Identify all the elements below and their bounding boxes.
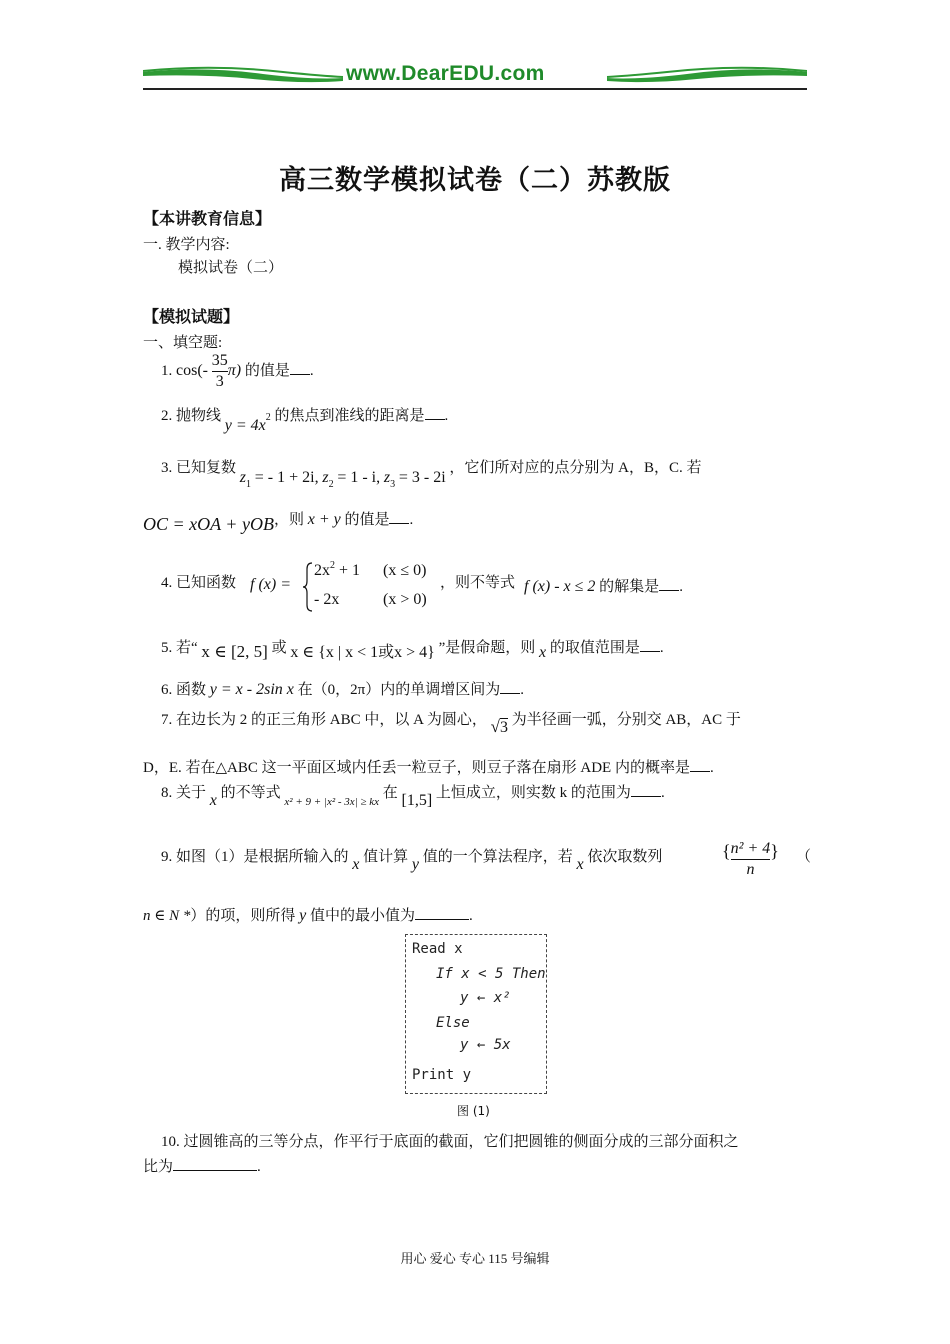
page-footer: 用心 爱心 专心 115 号编辑 <box>400 1251 550 1266</box>
q9-y2: y <box>299 907 307 924</box>
q3-z1-value: = - 1 + 2i, <box>254 469 319 486</box>
q10-line-2: 比为 . <box>143 1155 261 1176</box>
algorithm-figure <box>405 934 547 1094</box>
q1-tail: 的值是 <box>244 362 290 379</box>
q3-sum-expr: x + y <box>307 511 341 528</box>
q8-prefix: 8. 关于 <box>161 785 207 801</box>
page-title: 高三数学模拟试卷（二）苏教版 <box>279 165 671 195</box>
info-item-1: 一. 教学内容: <box>143 237 230 253</box>
q4-case1-cond: (x ≤ 0) <box>383 562 427 579</box>
figure-caption: 图 (1) <box>457 1104 490 1118</box>
q5-set-1: x ∈ [2, 5] <box>201 642 268 661</box>
q4-answer-blank[interactable] <box>659 576 679 591</box>
q8-tail: 上恒成立，则实数 k 的范围为 <box>435 785 631 801</box>
q3-z3-value: = 3 - 2i <box>398 469 446 486</box>
q9-line2-mid: ）的项，则所得 <box>190 908 296 924</box>
q9-seq-denominator: n <box>746 861 755 878</box>
q3-line2-tail: 的值是 <box>344 512 390 528</box>
q2-exp: 2 <box>265 412 271 423</box>
program-line-print: Print y <box>412 1067 472 1083</box>
q3-z2-sub: 2 <box>328 479 334 490</box>
q4-inequality: f (x) - x ≤ 2 <box>524 578 596 595</box>
q5-tail: ”是假命题，则 <box>438 640 536 656</box>
q8-answer-blank[interactable] <box>631 782 661 797</box>
q4-fx: f (x) = <box>250 576 291 593</box>
q8-x: x <box>209 792 217 809</box>
q1-denominator: 3 <box>215 373 224 390</box>
q3-z3: z <box>383 469 391 486</box>
q2-number: 2. <box>161 408 173 424</box>
site-logo-text: www.DearEDU.com <box>346 62 545 85</box>
question-3-line-2: OC = xOA + yOB，则 x + y 的值是 . <box>143 511 414 534</box>
q7-line2-text: D，E. 若在△ABC 这一平面区域内任丢一粒豆子，则豆子落在扇形 ADE 内的概率是 <box>143 760 690 776</box>
q7-answer-blank[interactable] <box>690 757 710 772</box>
q9-x1: x <box>352 856 360 873</box>
q1-fraction <box>212 352 228 391</box>
question-8: 8. 关于 x 的不等式 $_{x^2 + 9 + |x^2 - 3x| \ge kx}$ 在 [1,5] 上恒成立，则实数 k 的范围为 . <box>161 781 665 802</box>
questions-heading: 【模拟试题】 <box>143 309 240 326</box>
question-2: 2. 抛物线 y = 4x2 的焦点到准线的距离是 . <box>161 404 448 425</box>
q4-rest: f (x) - x ≤ 2 的解集是 . <box>524 578 683 595</box>
q3-complex-numbers <box>239 469 450 490</box>
part-label: 一、填空题: <box>143 335 223 351</box>
q4-case1-exp: 2 <box>330 560 335 571</box>
q5-set-2: x ∈ {x | x < 1或x > 4} <box>290 644 435 661</box>
question-3-line-1 <box>161 456 702 490</box>
q1-cos: cos( <box>176 361 203 379</box>
q3-z3-sub: 3 <box>390 479 396 490</box>
q3-vector-expr: OC = xOA + yOB <box>143 514 274 534</box>
q2-tail: 的焦点到准线的距离是 <box>274 408 425 424</box>
q4-prefix: 4. 已知函数 <box>161 575 237 591</box>
q1-minus: - <box>202 361 208 379</box>
q9-y1: y <box>411 856 419 873</box>
q9-sequence: { $\frac{\text{n² + 4}}{n}$ } <box>722 840 779 878</box>
question-5: 5. 若“ x ∈ [2, 5] 或 x ∈ {x | x < 1或x > 4} ”是假命题，则 x 的取值范围是 . <box>161 634 664 657</box>
q3-z2: z <box>322 469 329 486</box>
q7-sqrt-value: 3 <box>499 719 508 736</box>
q9-mid1: 值计算 <box>363 849 409 865</box>
q4-case1-expr: 2x <box>314 562 330 579</box>
q3-z1-sub: 1 <box>246 479 251 490</box>
q7-line-2: D，E. 若在△ABC 这一平面区域内任丢一粒豆子，则豆子落在扇形 ADE 内的概率是 . <box>143 756 714 777</box>
q9-line-2: n ∈ N *）的项，则所得 y 值中的最小值为 . <box>143 907 473 924</box>
q10-answer-blank[interactable] <box>173 1156 257 1171</box>
q3-answer-blank[interactable] <box>389 509 409 524</box>
q3-z2-value: = 1 - i, <box>337 469 381 486</box>
q1-numerator: 35 <box>211 352 228 369</box>
q10-line-1: 10. 过圆锥高的三等分点，作平行于底面的截面，它们把圆锥的侧面分成的三部分面积之 <box>161 1134 739 1150</box>
info-item-1-body: 模拟试卷（二） <box>178 260 284 276</box>
q9-answer-blank[interactable] <box>415 905 469 920</box>
q4-case1-rest: + 1 <box>339 562 361 579</box>
q9-paren: （ <box>796 849 812 865</box>
q9-seq-numerator: n² + 4 <box>730 840 771 857</box>
q9-mid3: 依次取数列 <box>587 849 663 865</box>
q3-prefix: 3. 已知复数 <box>161 460 237 476</box>
q5-prefix: 5. 若“ <box>161 640 198 656</box>
q8-mid2: 在 <box>382 785 398 801</box>
question-6: 6. 函数 y = x - 2sin x 在（0，2π）内的单调增区间为 . <box>161 681 524 698</box>
q1-answer-blank[interactable] <box>290 360 310 375</box>
q1-number: 1. <box>161 362 173 379</box>
q8-mid: 的不等式 <box>220 785 281 801</box>
q9-prefix: 9. 如图（1）是根据所输入的 <box>161 849 349 865</box>
q5-tail2: 的取值范围是 <box>549 640 640 656</box>
q6-expr: y = x - 2sin x <box>209 681 294 698</box>
program-line-read: Read x <box>412 941 463 957</box>
q8-interval: [1,5] <box>401 792 433 809</box>
q7-line-1 <box>161 708 741 736</box>
q5-answer-blank[interactable] <box>640 637 660 652</box>
q9-mid2: 值的一个算法程序，若 <box>422 849 573 865</box>
q1-pi: π) <box>227 361 242 379</box>
q10-line2-text: 比为 <box>143 1159 174 1175</box>
q5-x: x <box>538 644 547 661</box>
q9-n-domain: n ∈ N * <box>143 908 191 924</box>
q9-line2-tail: 值中的最小值为 <box>309 908 415 924</box>
q4-case2-expr: - 2x <box>314 591 340 608</box>
program-line-else: Else <box>436 1015 470 1031</box>
q6-answer-blank[interactable] <box>500 679 520 694</box>
q7-sqrt: √3 <box>490 717 508 736</box>
info-heading: 【本讲教育信息】 <box>143 211 272 228</box>
q3-z1: z <box>239 469 246 486</box>
q2-answer-blank[interactable] <box>425 405 445 420</box>
q9-x2: x <box>576 856 584 873</box>
q7-line1-text: 7. 在边长为 2 的正三角形 ABC 中，以 A 为圆心， <box>161 712 487 728</box>
q6-prefix: 6. 函数 <box>161 682 207 698</box>
q4-case2-cond: (x > 0) <box>383 591 427 608</box>
q3-line1-tail: ，它们所对应的点分别为 A，B，C. 若 <box>449 460 702 476</box>
q2-text: 抛物线 <box>176 408 222 424</box>
q3-line2-mid: ，则 <box>273 512 304 528</box>
q4-mid: ，则不等式 <box>440 575 516 591</box>
q7-line1-tail: 为半径画一弧，分别交 AB，AC 于 <box>511 712 741 728</box>
program-line-assign-1: y ← x² <box>460 990 511 1006</box>
q8-inequality: x² + 9 + |x² - 3x| ≥ kx <box>284 796 379 808</box>
q4-case-1 <box>314 562 360 580</box>
q4-tail: 的解集是 <box>599 579 660 595</box>
q2-expr: y = 4x <box>224 417 266 434</box>
header-rule <box>143 88 807 90</box>
q9-line-1 <box>161 845 663 873</box>
q6-mid: 在（0，2π）内的单调增区间为 <box>297 682 501 698</box>
question-1: 1. cos(- $\frac{35}{3}$ π) 的值是 . <box>161 352 314 390</box>
program-line-assign-2: y ← 5x <box>460 1037 511 1053</box>
q4-brace <box>302 561 314 613</box>
program-line-if: If x < 5 Then <box>436 966 546 982</box>
q5-or: 或 <box>271 640 287 656</box>
